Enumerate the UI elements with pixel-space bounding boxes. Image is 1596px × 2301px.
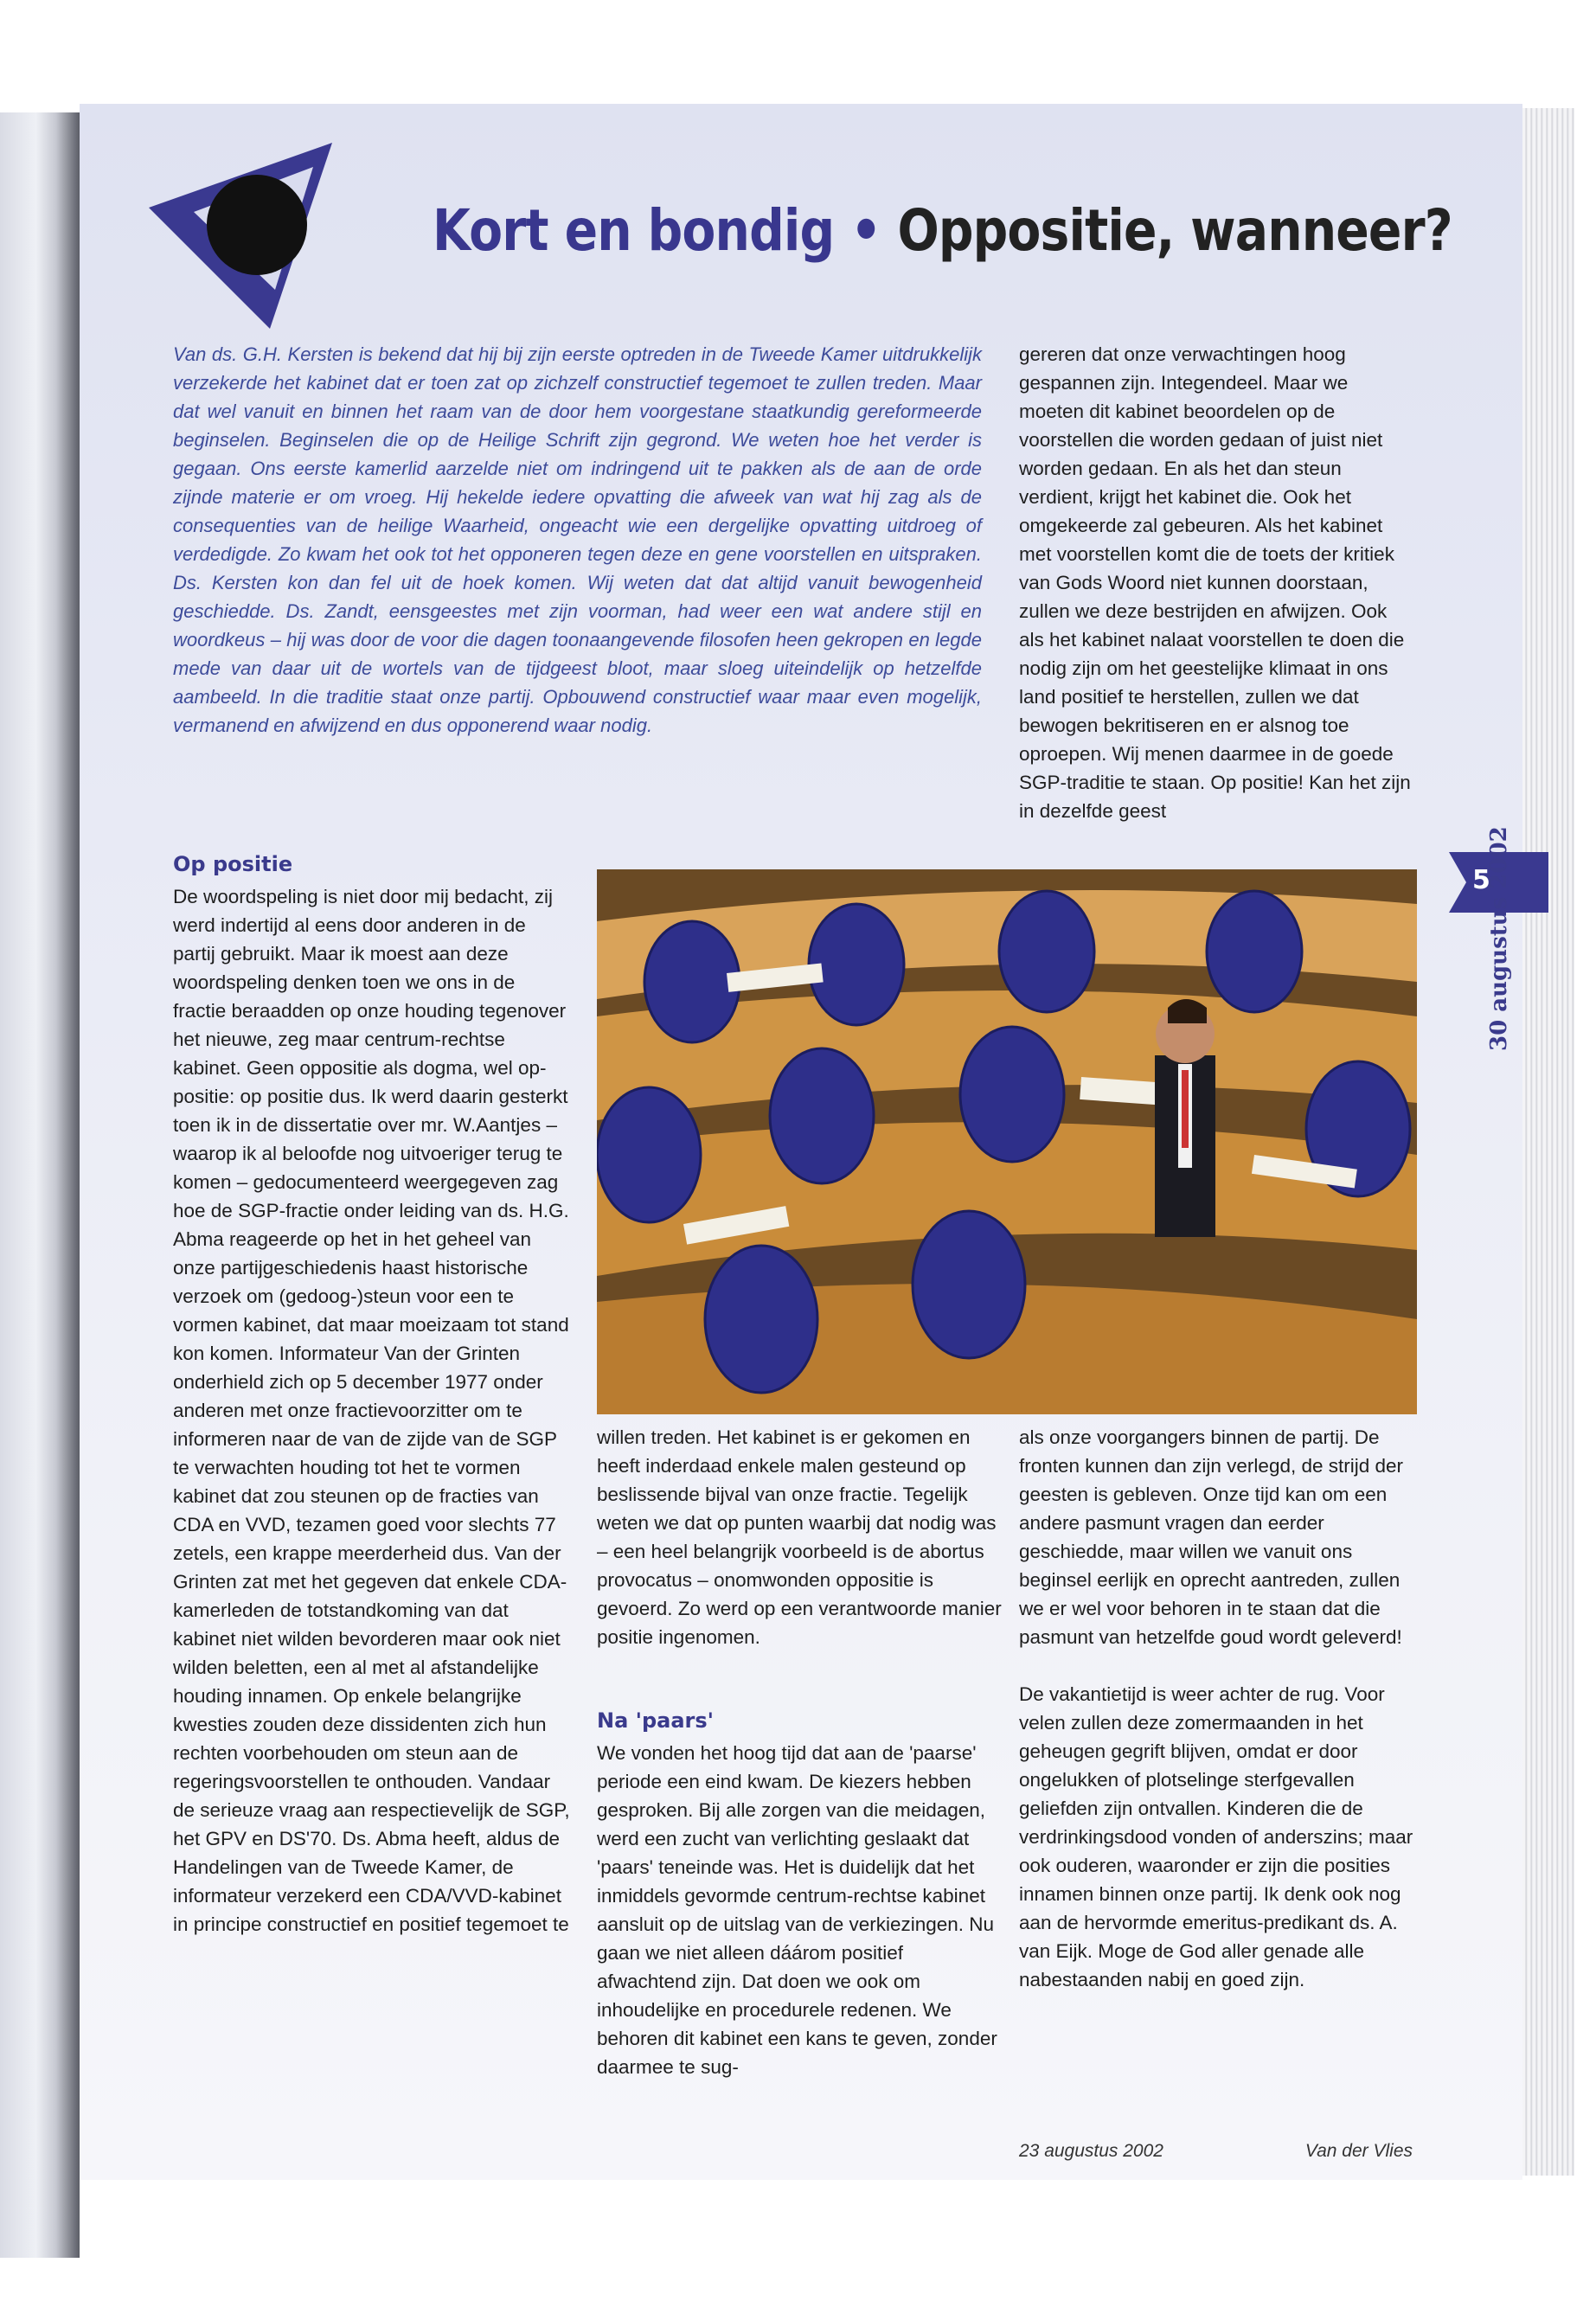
parliament-chamber-image <box>597 869 1417 1414</box>
title-part2: Oppositie, wanneer? <box>897 197 1452 264</box>
body-column-1: De woordspeling is niet door mij bedacht, zij werd indertijd al eens door anderen in de partij gebruikt. Maar ik moest aan deze woordspeling denken toen we ons in de fractie beraadden op onze houding tegenover het nieuwe, zeg maar centrum-rechtse kabinet. Geen oppositie als dogma, wel op-positie: op positie dus. Ik werd daarin gesterkt toen ik in de dissertatie over mr. W.Aantjes – waarop ik al beloofde nog uitvoeriger terug te komen – gedocumenteerd weergegeven zag hoe de SGP-fractie onder leiding van ds. H.G. Abma reageerde op het in het geheel van onze partijgeschiedenis haast historische verzoek om (gedoog-)steun voor een te vormen kabinet, dat maar moeizaam tot stand kon komen. Informateur Van der Grinten onderhield zich op 5 december 1977 onder anderen met onze fractievoorzitter om te informeren naar de van de zijde van de SGP te verwachten houding tot het te vormen kabinet dat zou steunen op de fracties van CDA en VVD, tezamen goed voor slechts 77 zetels, een krappe meerderheid dus. Van der Grinten zat met het gegeven dat enkele CDA-kamerleden de totstandkoming van dat kabinet niet wilden bevorderen maar ook niet wilden beletten, een al met al afstandelijke houding innamen. Op enkele belangrijke kwesties zouden deze dissidenten zich hun rechten voorbehouden om steun aan de regeringsvoorstellen te onthouden. Vandaar de serieuze vraag aan respectievelijk de SGP, het GPV en DS'70. Ds. Abma heeft, aldus de Handelingen van de Tweede Kamer, de informateur verzekerd een CDA/VVD-kabinet in principe constructief en positief tegemoet te <box>173 886 570 1935</box>
body-column-3-top: gereren dat onze verwachtingen hoog gespannen zijn. Integendeel. Maar we moeten dit kabinet beoordelen op de voorstellen die worden gedaan of juist niet worden gedaan. En als het dan steun verdient, krijgt het kabinet die. Ook het omgekeerde zal gebeuren. Als het kabinet met voorstellen komt die de toets der kritiek van Gods Woord niet kunnen doorstaan, zullen we deze bestrijden en afwijzen. Ook als het kabinet nalaat voorstellen te doen die nodig zijn om het geestelijke klimaat in ons land positief te herstellen, zullen we dat bewogen bekritiseren en er alsnog toe oproepen. Wij menen daarmee in de goede SGP-traditie te staan. Op positie! Kan het zijn in dezelfde geest <box>1019 343 1411 822</box>
section-heading-op-positie: Op positie <box>173 852 293 876</box>
title-separator: • <box>850 197 881 264</box>
section-heading-na-paars: Na 'paars' <box>597 1708 715 1733</box>
signature-author: Van der Vlies <box>1304 2141 1413 2161</box>
signature-date: 23 augustus 2002 <box>1019 2141 1163 2161</box>
body-column-2-bottom: We vonden het hoog tijd dat aan de 'paarse' periode een eind kwam. De kiezers hebben gesproken. Bij alle zorgen van die meidagen, werd een zucht van verlichting geslaakt dat 'paars' teneinde was. Het is duidelijk dat het inmiddels gevormde centrum-rechtse kabinet aansluit op de uitslag van de verkiezingen. Nu gaan we niet alleen dáárom positief afwachtend zijn. Dat doen we ook om inhoudelijke en procedurele redenen. We behoren dit kabinet een kans te geven, zonder daarmee te sug- <box>597 1742 997 2078</box>
title-part1: Kort en bondig <box>433 197 835 264</box>
closing-paragraph-2: De vakantietijd is weer achter de rug. Voor velen zullen deze zomermaanden in het geheugen gegrift blijven, omdat er door ongelukken of plotselinge sterfgevallen geliefden zijn ontvallen. Kinderen die de verdrinkingsdood vonden of anderszins; maar ook ouderen, waaronder er zijn die posities innamen binnen onze partij. Ik denk ook nog aan de hervormde emeritus-predikant ds. A. van Eijk. Moge de God aller genade alle nabestaanden nabij en goed zijn. <box>1019 1683 1413 1990</box>
page-number: 5 <box>1472 865 1490 895</box>
page-edges <box>1522 108 1574 2176</box>
page-title <box>433 197 1452 264</box>
intro-paragraph: Van ds. G.H. Kersten is bekend dat hij bij zijn eerste optreden in de Tweede Kamer uitdrukkelijk verzekerde het kabinet dat er toen zat op zichzelf constructief tegemoet te zullen treden. Maar dat wel vanuit en binnen het raam van de door hem voorgestane staatkundig gereformeerde beginselen. Beginselen die op de Heilige Schrift zijn gegrond. We weten hoe het verder is gegaan. Ons eerste kamerlid aarzelde niet om indringend uit te pakken als de aan de orde zijnde materie er om vroeg. Hij hekelde iedere opvatting die afweek van wat hij zag als de consequenties van de heilige Waarheid, ongeacht wie een dergelijke opvatting uitdroeg of verdedigde. Zo kwam het ook tot het opponeren tegen deze en gene voorstellen en uitspraken. Ds. Kersten kon dan fel uit de hoek komen. Wij weten dat dat altijd vanuit bewogenheid geschiedde. Ds. Zandt, eensgeestes met zijn voorman, had weer een wat andere stijl en woordkeus – hij was door de voor die dagen toonaangevende filosofen heen gekropen en legde mede van daar uit de wortels van de tijdgeest bloot, maar sloeg uiteindelijk op hetzelfde aambeeld. In die traditie staat onze partij. Opbouwend constructief waar maar even mogelijk, vermanend en afwijzend en dus opponerend waar nodig. <box>173 343 982 736</box>
body-column-2-top: willen treden. Het kabinet is er gekomen en heeft inderdaad enkele malen gesteund op beslissende bijval van onze fractie. Tegelijk weten we dat op punten waarbij dat nodig was – een heel belangrijk voorbeeld is de abortus provocatus – onomwonden oppositie is gevoerd. Zo werd op een verantwoorde manier positie ingenomen. <box>597 1426 1002 1648</box>
closing-paragraph-1: als onze voorgangers binnen de partij. De fronten kunnen dan zijn verlegd, de strijd der geesten is gebleven. Onze tijd kan om een andere pasmunt vragen dan eerder geschiedde, maar willen we vanuit ons beginsel eerlijk en oprecht aantreden, zullen we er wel voor behoren in te staan dat die pasmunt van hetzelfde goud wordt geleverd! <box>1019 1426 1404 1648</box>
sgp-logo-icon <box>149 143 339 329</box>
issue-date: 30 augustus 2002 <box>1486 826 1512 1051</box>
signature-line <box>1019 2141 1413 2162</box>
book-binding <box>0 112 80 2258</box>
parliament-photo <box>597 869 1417 1414</box>
body-column-3-bottom <box>1019 1423 1417 1994</box>
